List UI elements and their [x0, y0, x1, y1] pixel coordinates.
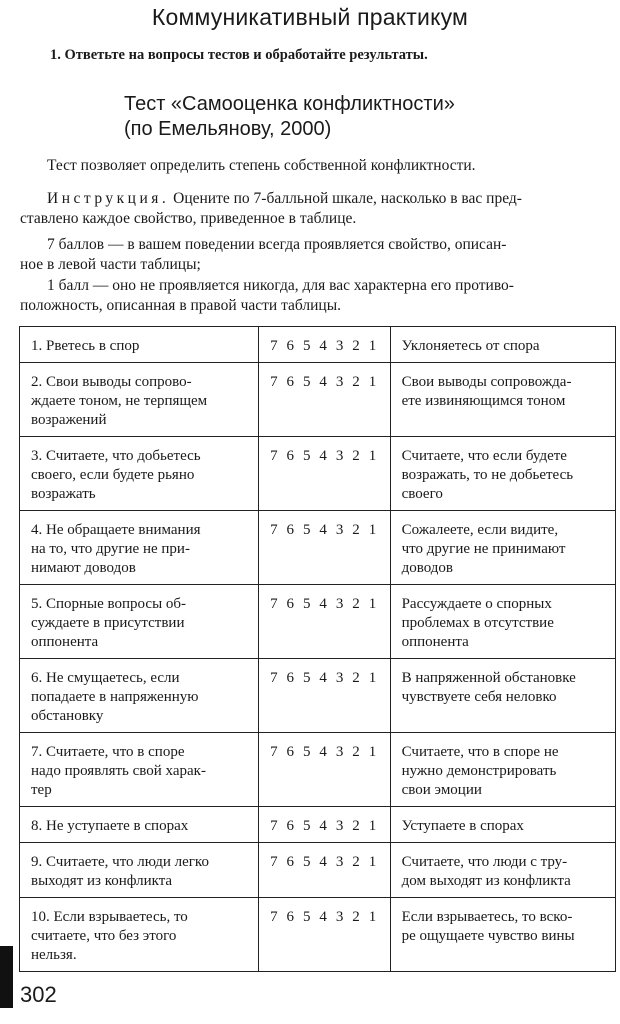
opposite-trait-cell-line: оппонента — [401, 634, 469, 650]
table-row — [20, 843, 616, 898]
rating-scale-cell[interactable]: 7 6 5 4 3 2 1 — [259, 659, 391, 733]
trait-cell — [20, 511, 259, 585]
scale-one-line: положность, описанная в правой части таблицы. — [20, 297, 342, 314]
opposite-trait-cell-line: Уклоняетесь от спора — [401, 338, 540, 354]
rating-scale-cell[interactable]: 7 6 5 4 3 2 1 — [259, 327, 391, 363]
opposite-trait-cell — [390, 585, 615, 659]
opposite-trait-cell-line: Свои выводы сопровожда- — [401, 374, 572, 390]
opposite-trait-cell-line: проблемах в отсутствие — [401, 615, 554, 631]
opposite-trait-cell-line: своего — [401, 486, 443, 502]
rating-scale-cell[interactable]: 7 6 5 4 3 2 1 — [259, 898, 391, 972]
opposite-trait-cell-line: В напряженной обстановке — [401, 670, 576, 686]
opposite-trait-cell — [390, 659, 615, 733]
trait-cell-line: 10. Если взрываетесь, то — [31, 909, 188, 925]
survey-table-body — [20, 327, 616, 972]
rating-scale-cell[interactable]: 7 6 5 4 3 2 1 — [259, 807, 391, 843]
rating-scale-cell[interactable]: 7 6 5 4 3 2 1 — [259, 437, 391, 511]
trait-cell-line: оппонента — [31, 634, 99, 650]
opposite-trait-cell-line: свои эмоции — [401, 782, 482, 798]
trait-cell-line: 1. Рветесь в спор — [31, 338, 140, 354]
opposite-trait-cell-line: Считаете, что в споре не — [401, 744, 559, 760]
trait-cell-line: 7. Считаете, что в споре — [31, 744, 185, 760]
trait-cell — [20, 585, 259, 659]
page-number: 302 — [20, 982, 57, 1007]
trait-cell-line: 6. Не смущаетесь, если — [31, 670, 180, 686]
trait-cell-line: обстановку — [31, 708, 104, 724]
instruction-paragraph — [20, 189, 607, 229]
table-row — [20, 363, 616, 437]
opposite-trait-cell-line: возражать, то не добьетесь — [401, 467, 574, 483]
section-title: Коммуникативный практикум — [151, 4, 469, 30]
test-title — [124, 92, 455, 142]
scale-seven-line: ное в левой части таблицы; — [20, 256, 201, 273]
scale-one-paragraph — [20, 276, 607, 316]
trait-cell-line: возражать — [31, 486, 96, 502]
scale-one-line: 1 балл — оно не проявляется никогда, для вас характерна его противо- — [47, 277, 514, 294]
opposite-trait-cell-line: ете извиняющимся тоном — [401, 393, 566, 409]
rating-scale-cell[interactable]: 7 6 5 4 3 2 1 — [259, 511, 391, 585]
instruction-line: Инструкция. Оцените по 7-балльной шкале, насколько в вас пред- — [47, 190, 522, 207]
trait-cell-line: тер — [31, 782, 52, 798]
trait-cell-line: 4. Не обращаете внимания — [31, 522, 201, 538]
rating-scale-cell[interactable]: 7 6 5 4 3 2 1 — [259, 585, 391, 659]
opposite-trait-cell-line: Рассуждаете о спорных — [401, 596, 552, 612]
trait-cell-line: своего, если будете рьяно — [31, 467, 195, 483]
table-row — [20, 511, 616, 585]
instruction-label: Инструкция. — [47, 190, 170, 207]
trait-cell — [20, 437, 259, 511]
table-row — [20, 659, 616, 733]
opposite-trait-cell-line: Если взрываетесь, то вско- — [401, 909, 573, 925]
opposite-trait-cell-line: ре ощущаете чувство вины — [401, 928, 575, 944]
trait-cell-line: выходят из конфликта — [31, 873, 173, 889]
test-title-subline: (по Емельянову, 2000) — [124, 118, 332, 140]
rating-scale-cell[interactable]: 7 6 5 4 3 2 1 — [259, 843, 391, 898]
opposite-trait-cell-line: Считаете, что люди с тру- — [401, 854, 568, 870]
table-row — [20, 327, 616, 363]
opposite-trait-cell — [390, 898, 615, 972]
survey-table — [19, 326, 616, 972]
instruction-line: ставлено каждое свойство, приведенное в таблице. — [20, 210, 357, 227]
trait-cell — [20, 843, 259, 898]
trait-cell-line: возражений — [31, 412, 107, 428]
rating-scale-cell[interactable]: 7 6 5 4 3 2 1 — [259, 363, 391, 437]
table-row — [20, 733, 616, 807]
trait-cell-line: суждаете в присутствии — [31, 615, 185, 631]
opposite-trait-cell-line: что другие не принимают — [401, 541, 566, 557]
opposite-trait-cell-line: дом выходят из конфликта — [401, 873, 571, 889]
scale-seven-line: 7 баллов — в вашем поведении всегда проявляется свойство, описан- — [47, 236, 507, 253]
opposite-trait-cell-line: Сожалеете, если видите, — [401, 522, 559, 538]
test-title-line: Тест «Самооценка конфликтности» — [124, 93, 455, 115]
trait-cell — [20, 659, 259, 733]
trait-cell — [20, 898, 259, 972]
trait-cell-line: считаете, что без этого — [31, 928, 177, 944]
trait-cell — [20, 363, 259, 437]
trait-cell-line: 5. Спорные вопросы об- — [31, 596, 187, 612]
trait-cell — [20, 733, 259, 807]
trait-cell-line: 8. Не уступаете в спорах — [31, 818, 189, 834]
opposite-trait-cell — [390, 733, 615, 807]
test-intro: Тест позволяет определить степень собственной конфликтности. — [47, 157, 476, 174]
trait-cell-line: 9. Считаете, что люди легко — [31, 854, 209, 870]
trait-cell-line: нельзя. — [31, 947, 77, 963]
opposite-trait-cell-line: чувствуете себя неловко — [401, 689, 557, 705]
trait-cell-line: нимают доводов — [31, 560, 136, 576]
trait-cell-line: ждаете тоном, не терпящем — [31, 393, 208, 409]
table-row — [20, 898, 616, 972]
opposite-trait-cell-line: доводов — [401, 560, 453, 576]
trait-cell-line: на то, что другие не при- — [31, 541, 190, 557]
trait-cell-line: 2. Свои выводы сопрово- — [31, 374, 192, 390]
opposite-trait-cell — [390, 807, 615, 843]
opposite-trait-cell — [390, 437, 615, 511]
trait-cell — [20, 807, 259, 843]
table-row — [20, 585, 616, 659]
opposite-trait-cell — [390, 511, 615, 585]
opposite-trait-cell — [390, 363, 615, 437]
opposite-trait-cell — [390, 843, 615, 898]
table-row — [20, 437, 616, 511]
opposite-trait-cell-line: Считаете, что если будете — [401, 448, 567, 464]
opposite-trait-cell — [390, 327, 615, 363]
opposite-trait-cell-line: Уступаете в спорах — [401, 818, 524, 834]
trait-cell-line: попадаете в напряженную — [31, 689, 199, 705]
table-row — [20, 807, 616, 843]
scale-seven-paragraph — [20, 235, 607, 275]
trait-cell-line: 3. Считаете, что добьетесь — [31, 448, 201, 464]
trait-cell — [20, 327, 259, 363]
trait-cell-line: надо проявлять свой харак- — [31, 763, 206, 779]
rating-scale-cell[interactable]: 7 6 5 4 3 2 1 — [259, 733, 391, 807]
opposite-trait-cell-line: нужно демонстрировать — [401, 763, 557, 779]
task-heading: 1. Ответьте на вопросы тестов и обработайте результаты. — [50, 47, 428, 63]
page-edge-bar — [0, 946, 13, 1008]
